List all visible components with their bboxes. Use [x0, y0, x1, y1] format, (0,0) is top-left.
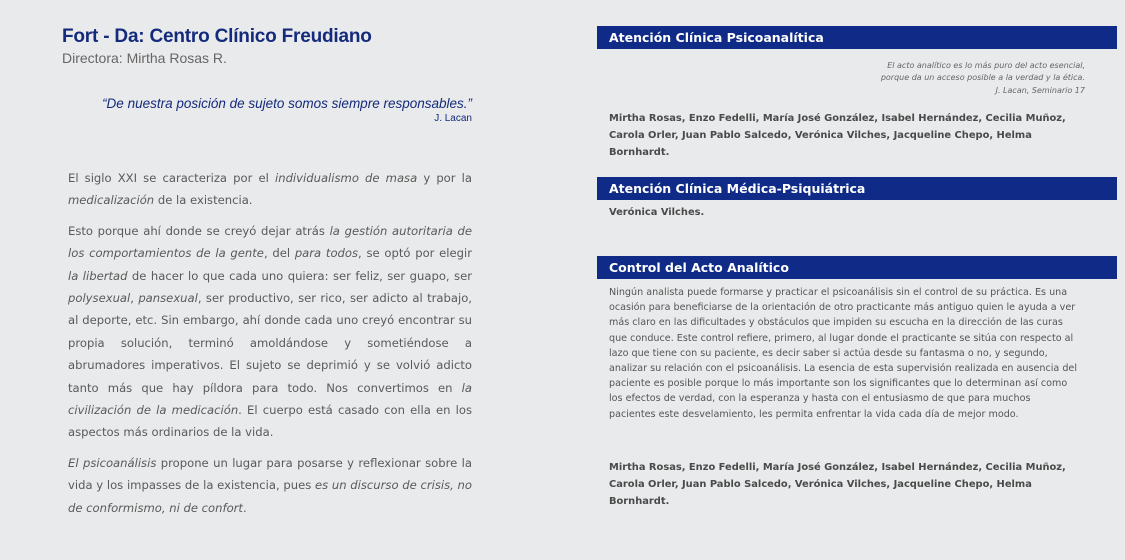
emphasis-text: medicalización: [68, 193, 155, 208]
emphasis-text: individualismo de masa: [275, 171, 418, 185]
team-line-1: Mirtha Rosas, Enzo Fedelli, María José González, Isabel Hernández, Cecilia Muñoz,: [609, 113, 1066, 124]
text-run: , se optó por elegir: [358, 246, 472, 261]
team-line-2: Carola Orler, Juan Pablo Salcedo, Verónica Vilches, Jacqueline Chepo, Helma Bornhardt.: [609, 478, 1032, 507]
emphasis-text: para todos: [294, 246, 359, 261]
quote-author: J. Lacan: [434, 113, 472, 124]
page-title: Fort - Da: Centro Clínico Freudiano: [62, 26, 372, 47]
intro-text: [68, 167, 472, 527]
text-run: Esto porque ahí donde se creyó dejar atrás: [68, 223, 330, 238]
text-run: y por la: [417, 171, 472, 185]
text-run: .: [242, 500, 247, 515]
team-line-1: Mirtha Rosas, Enzo Fedelli, María José González, Isabel Hernández, Cecilia Muñoz,: [609, 462, 1066, 473]
text-run: El siglo XXI se caracteriza por el: [68, 171, 275, 185]
control-team: [609, 460, 1089, 510]
medica-team: Verónica Vilches.: [609, 207, 705, 218]
text-run: . El cuerpo está casado con ella en los aspectos más ordinarios de la vida.: [68, 403, 472, 440]
emphasis-text: El psicoanálisis: [68, 455, 157, 470]
director-line: Directora: Mirtha Rosas R.: [62, 50, 227, 66]
text-run: , del: [263, 246, 295, 261]
intro-paragraph-1: [68, 167, 472, 212]
intro-paragraph-3: [68, 452, 472, 519]
text-run: de la existencia.: [154, 193, 253, 208]
epigraph-author: J. Lacan, Seminario 17: [995, 85, 1085, 95]
left-column: [0, 0, 560, 560]
psicoanalitica-team: [609, 111, 1089, 161]
epigraph-line-2: porque da un acceso posible a la verdad y la ética.: [880, 73, 1085, 83]
epigraph: [785, 60, 1085, 97]
emphasis-text: la libertad: [68, 268, 128, 283]
lacan-quote: “De nuestra posición de sujeto somos siempre responsables.”: [102, 96, 472, 111]
emphasis-text: pansexual: [138, 291, 198, 306]
epigraph-line-1: El acto analítico es lo más puro del acto esencial,: [887, 61, 1085, 70]
control-paragraph: Ningún analista puede formarse y practicar el psicoanálisis sin el control de su práctica. Es una ocasión para beneficiarse de la orientación de otro practicante más antiguo quien le ayuda a ver más claro en las dificultades y obstáculos que impiden su escucha en la dirección de las curas que conduce. Este control refiere, primero, al lugar donde el practicante se sitúa con respecto al lazo que tiene con su paciente, es decir saber si actúa desde su fantasma o no, y segundo, analizar su relación con el psicoanálisis. La esencia de esta supervisión realizada en ausencia del paciente es posible porque lo más importante son los significantes que lo determinan así como los efectos de verdad, con la esperanza y hasta con el entusiasmo de que para muchos pacientes este desvelamiento, les permita enfrentar la vida cada día de mejor modo.: [609, 287, 1078, 420]
section-header-psicoanalitica: Atención Clínica Psicoanalítica: [597, 26, 1117, 49]
emphasis-text: la gestión autoritaria de los comportamientos de la gente: [68, 223, 473, 261]
emphasis-text: polysexual: [68, 291, 131, 306]
section-header-control: Control del Acto Analítico: [597, 256, 1117, 279]
emphasis-text: es un discurso de crisis, no de conformismo, ni de confort: [68, 478, 472, 515]
emphasis-text: la civilización de la medicación: [68, 380, 472, 418]
text-run: ,: [130, 291, 139, 306]
section-header-medica: Atención Clínica Médica-Psiquiátrica: [597, 177, 1117, 200]
text-run: , ser productivo, ser rico, ser adicto al trabajo, al deporte, etc. Sin embargo, ahí donde cada uno creyó encontrar su propia solución, terminó amoldándose y sometiéndose a abrumadores imperativos. El sujeto se deprimió y se volvió adicto tanto más que hay píldora para todo. Nos convertimos en: [68, 291, 472, 395]
text-run: propone un lugar para posarse y reflexionar sobre la vida y los impasses de la existencia, pues: [68, 455, 472, 493]
text-run: de hacer lo que cada uno quiera: ser feliz, ser guapo, ser: [127, 268, 472, 283]
team-line-2: Carola Orler, Juan Pablo Salcedo, Verónica Vilches, Jacqueline Chepo, Helma Bornhardt.: [609, 129, 1032, 158]
intro-paragraph-2: [68, 220, 472, 444]
